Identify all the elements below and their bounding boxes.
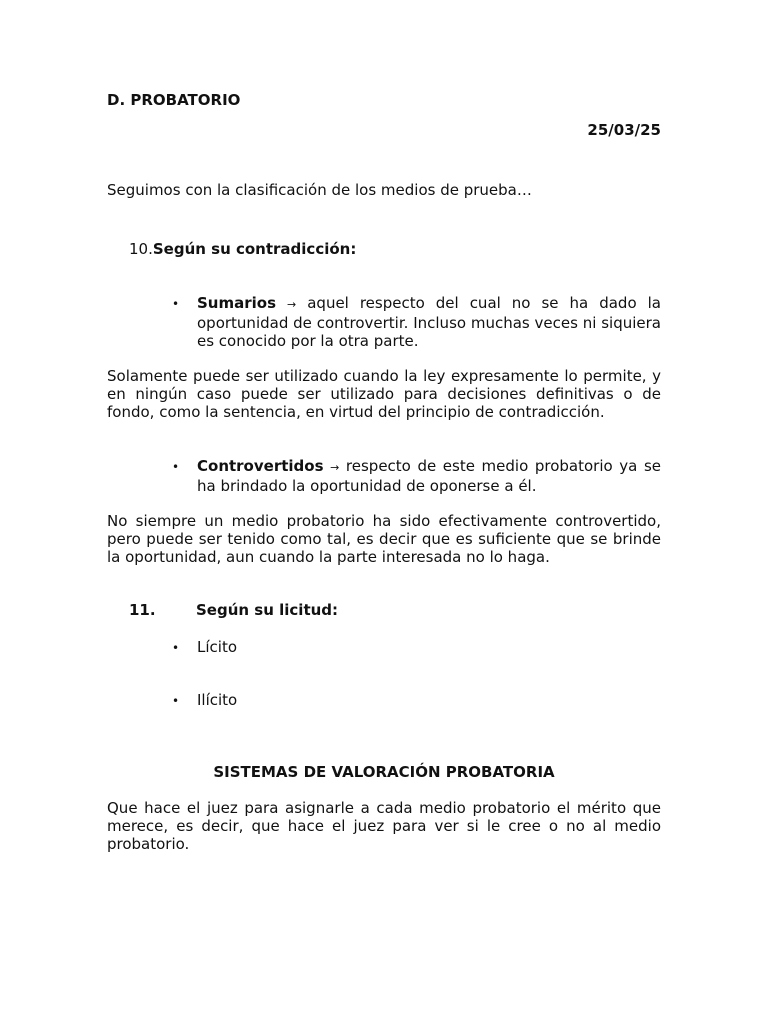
sumarios-note-paragraph: Solamente puede ser utilizado cuando la ley expresamente lo permite, y en ningún caso puede ser utilizado para decisiones definitivas o de fondo, como la sentencia, en virtud del principio de contradicción. [107, 367, 661, 421]
bullet-icon: • [172, 460, 180, 474]
bullet-item-licito: Lícito [197, 638, 237, 656]
systems-heading: SISTEMAS DE VALORACIÓN PROBATORIA [213, 763, 555, 781]
bullet-term: Controvertidos [197, 457, 324, 475]
arrow-icon: → [330, 461, 340, 474]
bullet-description: aquel respecto del cual no se ha dado la oportunidad de controvertir. Incluso muchas veces ni siquiera es conocido por la otra parte. [197, 294, 661, 350]
section-10-title: Según su contradicción: [152, 240, 357, 258]
section-10-heading [129, 240, 356, 258]
bullet-icon: • [172, 694, 180, 708]
document-date: 25/03/25 [587, 121, 661, 139]
bullet-icon: • [172, 641, 180, 655]
arrow-icon: → [287, 298, 297, 311]
section-11-number: 11. [129, 601, 156, 619]
bullet-icon: • [172, 297, 180, 311]
section-11-title: Según su licitud: [196, 601, 339, 619]
bullet-term: Sumarios [197, 294, 277, 312]
systems-paragraph: Que hace el juez para asignarle a cada medio probatorio el mérito que merece, es decir, que hace el juez para ver si le cree o no al medio probatorio. [107, 799, 661, 853]
intro-paragraph: Seguimos con la clasificación de los medios de prueba… [107, 181, 532, 199]
section-10-number: 10. [129, 240, 153, 258]
bullet-item-controvertidos [197, 457, 661, 495]
controvertidos-note-paragraph: No siempre un medio probatorio ha sido efectivamente controvertido, pero puede ser tenido como tal, es decir que es suficiente que se brinde la oportunidad, aun cuando la parte interesada no lo haga. [107, 512, 661, 566]
document-title: D. PROBATORIO [107, 91, 241, 109]
bullet-item-ilicito: Ilícito [197, 691, 238, 709]
bullet-item-sumarios [197, 294, 661, 350]
bullet-description: respecto de este medio probatorio ya se ha brindado la oportunidad de oponerse a él. [197, 457, 661, 495]
